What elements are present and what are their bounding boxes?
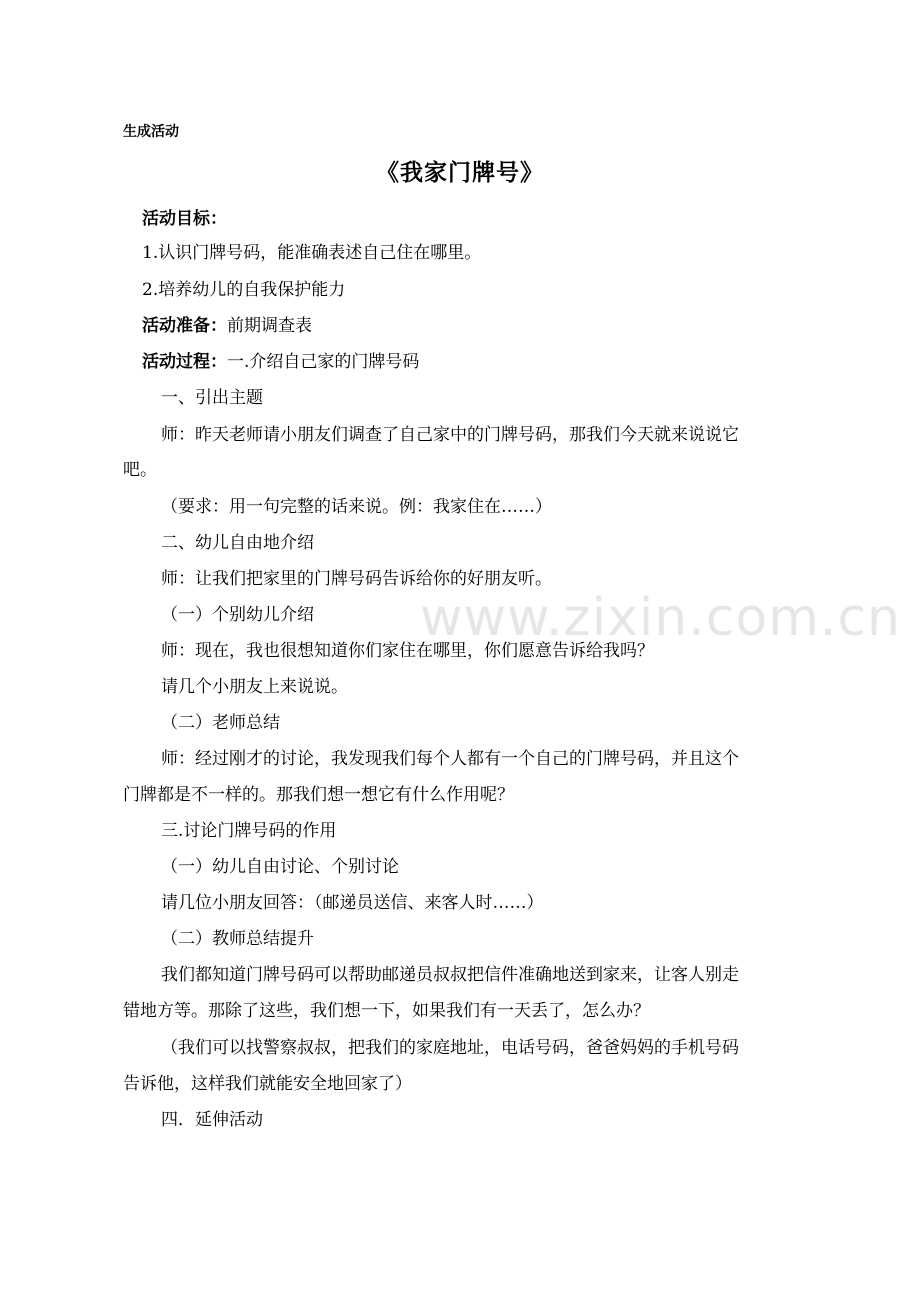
body-line-17: 我们都知道门牌号码可以帮助邮递员叔叔把信件准确地送到家来，让客人别走 xyxy=(161,965,739,985)
prep-line xyxy=(142,315,312,337)
body-line-15: 请几位小朋友回答：（邮递员送信、来客人时……） xyxy=(161,893,544,913)
body-line-10: （二）老师总结 xyxy=(161,713,280,733)
process-text: 一.介绍自己家的门牌号码 xyxy=(227,352,420,372)
body-line-1: 一、引出主题 xyxy=(161,388,263,408)
body-line-2: 师：昨天老师请小朋友们调查了自己家中的门牌号码，那我们今天就来说说它 xyxy=(161,425,739,445)
body-line-7: （一）个别幼儿介绍 xyxy=(161,605,314,625)
body-line-14: （一）幼儿自由讨论、个别讨论 xyxy=(161,857,399,877)
goal-item-1: 1.认识门牌号码，能准确表述自己住在哪里。 xyxy=(142,243,482,263)
body-line-20: 告诉他，这样我们就能安全地回家了） xyxy=(123,1074,412,1094)
body-line-8: 师：现在，我也很想知道你们家住在哪里，你们愿意告诉给我吗？ xyxy=(161,641,654,661)
body-line-19: （我们可以找警察叔叔，把我们的家庭地址，电话号码，爸爸妈妈的手机号码 xyxy=(161,1038,739,1058)
body-line-11: 师：经过刚才的讨论，我发现我们每个人都有一个自己的门牌号码，并且这个 xyxy=(161,749,739,769)
body-line-18: 错地方等。那除了这些，我们想一下，如果我们有一天丢了，怎么办？ xyxy=(123,1001,650,1021)
goals-label: 活动目标： xyxy=(142,209,227,229)
body-line-13: 三.讨论门牌号码的作用 xyxy=(161,821,337,841)
goals-heading xyxy=(142,208,227,230)
process-line xyxy=(142,351,419,373)
document-title: 《我家门牌号》 xyxy=(376,160,544,186)
body-line-4: （要求：用一句完整的话来说。例：我家住在……） xyxy=(161,497,552,517)
category-label: 生成活动 xyxy=(123,124,179,140)
body-line-16: （二）教师总结提升 xyxy=(161,929,314,949)
watermark-text: www.zixin.com.cn xyxy=(420,588,901,648)
body-line-5: 二、幼儿自由地介绍 xyxy=(161,533,314,553)
prep-label: 活动准备： xyxy=(142,316,227,336)
body-line-21: 四．延伸活动 xyxy=(161,1110,263,1130)
goal-item-2: 2.培养幼儿的自我保护能力 xyxy=(142,280,346,300)
body-line-12: 门牌都是不一样的。那我们想一想它有什么作用呢？ xyxy=(123,785,514,805)
body-line-3: 吧。 xyxy=(123,460,157,480)
body-line-6: 师：让我们把家里的门牌号码告诉给你的好朋友听。 xyxy=(161,569,552,589)
prep-text: 前期调查表 xyxy=(227,316,312,336)
process-label: 活动过程： xyxy=(142,352,227,372)
body-line-9: 请几个小朋友上来说说。 xyxy=(161,677,348,697)
